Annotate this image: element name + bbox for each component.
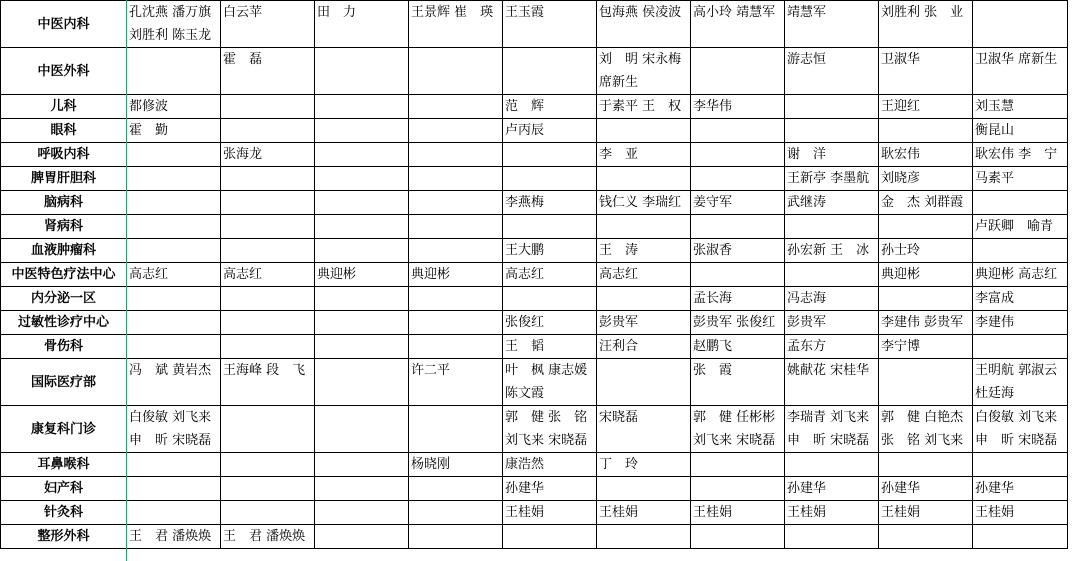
doctor-cell xyxy=(409,95,503,119)
doctor-cell: 金 杰 刘群霞 xyxy=(879,191,973,215)
department-name: 血液肿瘤科 xyxy=(1,239,127,263)
doctor-cell xyxy=(127,215,221,239)
doctor-cell: 刘玉慧 xyxy=(973,95,1068,119)
doctor-cell xyxy=(409,119,503,143)
doctor-cell: 孙建华 xyxy=(503,477,597,501)
doctor-cell xyxy=(315,119,409,143)
doctor-cell: 孙建华 xyxy=(785,477,879,501)
doctor-cell: 彭贵军 张俊红 xyxy=(691,311,785,335)
doctor-cell xyxy=(315,287,409,311)
department-name: 脑病科 xyxy=(1,191,127,215)
doctor-cell: 王 涛 xyxy=(597,239,691,263)
table-row xyxy=(1,239,1068,263)
doctor-cell xyxy=(503,143,597,167)
doctor-cell: 冯志海 xyxy=(785,287,879,311)
table-row xyxy=(1,95,1068,119)
doctor-cell xyxy=(691,143,785,167)
doctor-cell xyxy=(127,48,221,95)
doctor-cell xyxy=(409,311,503,335)
doctor-cell xyxy=(409,287,503,311)
doctor-cell: 彭贵军 xyxy=(597,311,691,335)
doctor-cell xyxy=(127,477,221,501)
doctor-cell xyxy=(127,335,221,359)
table-row xyxy=(1,1,1068,48)
doctor-cell xyxy=(503,48,597,95)
doctor-cell xyxy=(409,191,503,215)
doctor-cell xyxy=(221,406,315,453)
doctor-cell: 王桂娟 xyxy=(879,501,973,525)
doctor-cell xyxy=(691,167,785,191)
doctor-cell: 王大鹏 xyxy=(503,239,597,263)
doctor-cell: 典迎彬 xyxy=(315,263,409,287)
department-name: 中医外科 xyxy=(1,48,127,95)
doctor-cell xyxy=(315,48,409,95)
doctor-cell: 卫淑华 xyxy=(879,48,973,95)
doctor-cell: 靖慧军 xyxy=(785,1,879,48)
doctor-cell: 高小玲 靖慧军 xyxy=(691,1,785,48)
doctor-cell xyxy=(221,477,315,501)
doctor-cell: 孙宏新 王 冰 xyxy=(785,239,879,263)
doctor-cell: 姚献花 宋桂华 xyxy=(785,359,879,406)
department-name: 儿科 xyxy=(1,95,127,119)
doctor-cell xyxy=(221,311,315,335)
doctor-cell: 高志红 xyxy=(597,263,691,287)
doctor-cell xyxy=(315,167,409,191)
doctor-cell xyxy=(879,215,973,239)
doctor-cell xyxy=(879,119,973,143)
department-name: 针灸科 xyxy=(1,501,127,525)
doctor-cell xyxy=(315,215,409,239)
doctor-cell: 霍 磊 xyxy=(221,48,315,95)
doctor-cell: 李瑞青 刘飞来 申 昕 宋晓磊 xyxy=(785,406,879,453)
department-name: 肾病科 xyxy=(1,215,127,239)
doctor-cell xyxy=(127,453,221,477)
doctor-cell: 冯 斌 黄岩杰 xyxy=(127,359,221,406)
doctor-cell: 范 辉 xyxy=(503,95,597,119)
doctor-cell xyxy=(409,501,503,525)
doctor-cell xyxy=(409,335,503,359)
department-name: 脾胃肝胆科 xyxy=(1,167,127,191)
doctor-cell: 王迎红 xyxy=(879,95,973,119)
doctor-cell xyxy=(315,406,409,453)
doctor-cell xyxy=(597,215,691,239)
doctor-cell xyxy=(691,215,785,239)
doctor-cell xyxy=(315,477,409,501)
doctor-cell xyxy=(409,406,503,453)
doctor-cell: 孔沈燕 潘万旗 刘胜利 陈玉龙 xyxy=(127,1,221,48)
table-row xyxy=(1,501,1068,525)
table-row xyxy=(1,453,1068,477)
department-name: 眼科 xyxy=(1,119,127,143)
doctor-cell xyxy=(315,239,409,263)
doctor-cell xyxy=(691,477,785,501)
doctor-cell: 孙建华 xyxy=(879,477,973,501)
table-row xyxy=(1,167,1068,191)
doctor-cell: 典迎彬 xyxy=(409,263,503,287)
table-row xyxy=(1,119,1068,143)
department-name: 过敏性诊疗中心 xyxy=(1,311,127,335)
doctor-cell: 丁 玲 xyxy=(597,453,691,477)
doctor-cell xyxy=(127,311,221,335)
doctor-cell: 白俊敏 刘飞来 申 昕 宋晓磊 xyxy=(127,406,221,453)
doctor-cell: 典迎彬 xyxy=(879,263,973,287)
doctor-cell xyxy=(315,501,409,525)
doctor-cell: 李建伟 xyxy=(973,311,1068,335)
doctor-cell xyxy=(879,359,973,406)
doctor-cell xyxy=(597,287,691,311)
doctor-cell: 彭贵军 xyxy=(785,311,879,335)
doctor-cell xyxy=(785,525,879,549)
doctor-cell xyxy=(973,335,1068,359)
table-row xyxy=(1,215,1068,239)
doctor-cell xyxy=(409,239,503,263)
doctor-cell: 耿宏伟 xyxy=(879,143,973,167)
department-name: 中医特色疗法中心 xyxy=(1,263,127,287)
doctor-cell: 王 君 潘焕焕 xyxy=(221,525,315,549)
doctor-cell xyxy=(409,477,503,501)
doctor-cell xyxy=(785,119,879,143)
doctor-cell: 李 亚 xyxy=(597,143,691,167)
doctor-cell: 刘晓彦 xyxy=(879,167,973,191)
doctor-cell xyxy=(503,287,597,311)
doctor-cell: 王 君 潘焕焕 xyxy=(127,525,221,549)
doctor-cell xyxy=(785,95,879,119)
doctor-cell xyxy=(315,335,409,359)
doctor-cell xyxy=(221,119,315,143)
doctor-cell: 卢跃卿 喻青 xyxy=(973,215,1068,239)
doctor-cell: 钱仁义 李瑞红 xyxy=(597,191,691,215)
doctor-cell xyxy=(315,525,409,549)
doctor-cell: 马素平 xyxy=(973,167,1068,191)
doctor-cell: 杨晓刚 xyxy=(409,453,503,477)
department-name: 耳鼻喉科 xyxy=(1,453,127,477)
doctor-cell: 康浩然 xyxy=(503,453,597,477)
doctor-cell: 宋晓磊 xyxy=(597,406,691,453)
doctor-cell xyxy=(127,191,221,215)
table-row xyxy=(1,525,1068,549)
doctor-cell: 孟东方 xyxy=(785,335,879,359)
table-row xyxy=(1,477,1068,501)
doctor-cell xyxy=(221,215,315,239)
doctor-cell: 孙建华 xyxy=(973,477,1068,501)
table-row xyxy=(1,143,1068,167)
doctor-cell xyxy=(127,167,221,191)
table-row xyxy=(1,406,1068,453)
doctor-cell xyxy=(221,95,315,119)
doctor-cell xyxy=(221,167,315,191)
table-row xyxy=(1,311,1068,335)
doctor-cell xyxy=(691,263,785,287)
doctor-cell xyxy=(127,239,221,263)
doctor-cell: 卫淑华 席新生 xyxy=(973,48,1068,95)
doctor-cell xyxy=(597,477,691,501)
doctor-cell: 王桂娟 xyxy=(785,501,879,525)
doctor-cell xyxy=(785,453,879,477)
doctor-cell: 白俊敏 刘飞来 申 昕 宋晓磊 xyxy=(973,406,1068,453)
doctor-cell xyxy=(691,119,785,143)
doctor-cell: 白云苹 xyxy=(221,1,315,48)
doctor-cell: 谢 洋 xyxy=(785,143,879,167)
doctor-cell xyxy=(691,525,785,549)
doctor-cell xyxy=(315,191,409,215)
doctor-cell: 叶 枫 康志媛 陈文霞 xyxy=(503,359,597,406)
doctor-cell: 李建伟 彭贵军 xyxy=(879,311,973,335)
department-name: 内分泌一区 xyxy=(1,287,127,311)
doctor-cell: 李富成 xyxy=(973,287,1068,311)
doctor-cell: 张淑香 xyxy=(691,239,785,263)
table-row xyxy=(1,359,1068,406)
doctor-cell xyxy=(973,525,1068,549)
doctor-cell xyxy=(127,143,221,167)
doctor-cell xyxy=(127,501,221,525)
doctor-cell: 王新亭 李墨航 xyxy=(785,167,879,191)
schedule-body xyxy=(1,1,1068,549)
doctor-cell xyxy=(315,453,409,477)
doctor-cell xyxy=(973,453,1068,477)
doctor-cell xyxy=(221,191,315,215)
doctor-cell: 王明航 郭淑云 杜廷海 xyxy=(973,359,1068,406)
department-name: 呼吸内科 xyxy=(1,143,127,167)
doctor-cell: 包海燕 侯凌波 xyxy=(597,1,691,48)
doctor-cell: 王桂娟 xyxy=(597,501,691,525)
doctor-cell xyxy=(221,453,315,477)
doctor-cell xyxy=(409,143,503,167)
doctor-cell: 高志红 xyxy=(127,263,221,287)
doctor-cell: 姜守军 xyxy=(691,191,785,215)
doctor-cell xyxy=(691,453,785,477)
doctor-cell xyxy=(597,167,691,191)
doctor-cell xyxy=(503,167,597,191)
doctor-cell: 于素平 王 权 xyxy=(597,95,691,119)
doctor-cell xyxy=(973,191,1068,215)
doctor-cell: 王桂娟 xyxy=(973,501,1068,525)
doctor-cell xyxy=(409,525,503,549)
department-name: 妇产科 xyxy=(1,477,127,501)
doctor-cell: 张海龙 xyxy=(221,143,315,167)
doctor-cell: 郭 健 任彬彬 刘飞来 宋晓磊 xyxy=(691,406,785,453)
doctor-cell: 郭 健 张 铭 刘飞来 宋晓磊 xyxy=(503,406,597,453)
doctor-cell: 卢丙辰 xyxy=(503,119,597,143)
doctor-cell: 张 霞 xyxy=(691,359,785,406)
column-divider-line xyxy=(126,0,127,561)
doctor-cell xyxy=(221,501,315,525)
doctor-cell xyxy=(315,359,409,406)
doctor-cell: 刘胜利 张 业 xyxy=(879,1,973,48)
doctor-cell xyxy=(127,287,221,311)
doctor-cell xyxy=(221,335,315,359)
doctor-cell: 赵鹏飞 xyxy=(691,335,785,359)
doctor-cell xyxy=(315,95,409,119)
doctor-cell xyxy=(315,311,409,335)
doctor-cell: 孟长海 xyxy=(691,287,785,311)
doctor-cell: 郭 健 白艳杰 张 铭 刘飞来 xyxy=(879,406,973,453)
table-row xyxy=(1,48,1068,95)
department-name: 中医内科 xyxy=(1,1,127,48)
doctor-cell xyxy=(785,263,879,287)
doctor-cell: 霍 勤 xyxy=(127,119,221,143)
doctor-cell xyxy=(973,1,1068,48)
doctor-cell: 李宁博 xyxy=(879,335,973,359)
doctor-cell xyxy=(221,239,315,263)
doctor-cell xyxy=(221,287,315,311)
doctor-cell: 李华伟 xyxy=(691,95,785,119)
doctor-cell xyxy=(409,215,503,239)
doctor-cell xyxy=(315,143,409,167)
doctor-cell: 张俊红 xyxy=(503,311,597,335)
doctor-cell: 王 韬 xyxy=(503,335,597,359)
doctor-cell: 都修波 xyxy=(127,95,221,119)
doctor-cell: 王景辉 崔 瑛 xyxy=(409,1,503,48)
doctor-cell xyxy=(503,215,597,239)
doctor-cell xyxy=(409,167,503,191)
doctor-cell xyxy=(879,453,973,477)
doctor-cell xyxy=(785,215,879,239)
doctor-cell xyxy=(597,525,691,549)
doctor-cell: 衡昆山 xyxy=(973,119,1068,143)
doctor-cell xyxy=(691,48,785,95)
doctor-cell: 高志红 xyxy=(221,263,315,287)
doctor-cell xyxy=(879,287,973,311)
doctor-cell: 游志恒 xyxy=(785,48,879,95)
doctor-cell: 王玉霞 xyxy=(503,1,597,48)
doctor-cell: 王桂娟 xyxy=(503,501,597,525)
doctor-cell xyxy=(597,119,691,143)
doctor-cell: 许二平 xyxy=(409,359,503,406)
doctor-cell: 刘 明 宋永梅 席新生 xyxy=(597,48,691,95)
doctor-cell xyxy=(973,239,1068,263)
doctor-cell xyxy=(409,48,503,95)
doctor-cell: 典迎彬 高志红 xyxy=(973,263,1068,287)
table-row xyxy=(1,191,1068,215)
doctor-cell: 高志红 xyxy=(503,263,597,287)
department-name: 康复科门诊 xyxy=(1,406,127,453)
table-row xyxy=(1,335,1068,359)
doctor-cell xyxy=(879,525,973,549)
doctor-cell: 武继涛 xyxy=(785,191,879,215)
doctor-cell: 李燕梅 xyxy=(503,191,597,215)
doctor-cell: 王海峰 段 飞 xyxy=(221,359,315,406)
department-name: 骨伤科 xyxy=(1,335,127,359)
doctor-cell: 汪利合 xyxy=(597,335,691,359)
doctor-cell xyxy=(597,359,691,406)
doctor-cell: 王桂娟 xyxy=(691,501,785,525)
table-row xyxy=(1,287,1068,311)
doctor-cell: 孙士玲 xyxy=(879,239,973,263)
doctor-cell: 耿宏伟 李 宁 xyxy=(973,143,1068,167)
doctor-cell: 田 力 xyxy=(315,1,409,48)
department-name: 国际医疗部 xyxy=(1,359,127,406)
doctor-cell xyxy=(503,525,597,549)
department-name: 整形外科 xyxy=(1,525,127,549)
table-row xyxy=(1,263,1068,287)
